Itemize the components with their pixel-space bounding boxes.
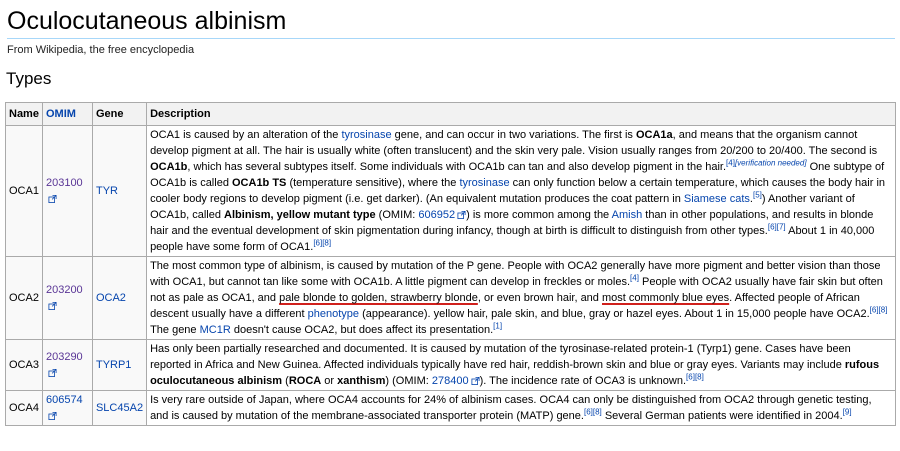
highlighted-text: most commonly blue eyes: [601, 292, 730, 304]
cell-omim[interactable]: [42, 126, 92, 257]
link-amish[interactable]: Amish: [611, 209, 643, 221]
external-link-icon: [48, 412, 57, 420]
types-table: [5, 102, 896, 426]
link-siamese-cats[interactable]: Siamese cats: [683, 193, 750, 205]
citation-link[interactable]: [4]: [726, 158, 735, 168]
header-gene: Gene: [92, 103, 146, 126]
highlighted-text: pale blonde to golden, strawberry blonde: [279, 292, 478, 304]
external-link-icon: [471, 377, 480, 385]
title-divider: [7, 38, 895, 39]
omim-inline-link[interactable]: 278400: [431, 375, 469, 387]
verification-needed-link[interactable]: [verification needed]: [734, 158, 807, 168]
link-tyrosinase[interactable]: tyrosinase: [341, 129, 392, 141]
gene-link[interactable]: OCA2: [95, 292, 126, 304]
external-link-icon: [457, 211, 466, 219]
cell-gene[interactable]: [92, 257, 146, 340]
gene-link[interactable]: TYRP1: [95, 359, 132, 371]
link-phenotype[interactable]: phenotype: [307, 308, 360, 320]
omim-link[interactable]: 203290: [45, 351, 83, 363]
header-description: Description: [147, 103, 896, 126]
external-link-icon: [48, 369, 57, 377]
cell-gene[interactable]: [92, 126, 146, 257]
omim-link[interactable]: 606574: [45, 394, 83, 406]
citation-link[interactable]: [9]: [842, 407, 852, 417]
section-heading-types: Types: [6, 69, 52, 88]
cell-omim[interactable]: [42, 391, 92, 426]
cell-description: The most common type of albinism, is caused by mutation of the P gene. People with OCA2 generally have more pigment and better vision than those with OCA1, but cannot tan like some with OCA1b. A little pigment can develop in freckles or moles.[4] People with OCA2 usually have fair skin but often not as pale as OCA1, and pale blonde to golden, strawberry blonde, or even brown hair, and most commonly blue eyes. Affected people of African descent usually have a different phenotype (appearance). yellow hair, pale skin, and blue, gray or hazel eyes. About 1 in 15,000 people have OCA2.[6][8] The gene MC1R doesn't cause OCA2, but does affect its presentation.[1]: [147, 257, 896, 340]
header-omim-link[interactable]: OMIM: [45, 108, 76, 120]
cell-description: Has only been partially researched and documented. It is caused by mutation of the tyrosinase-related protein-1 (Tyrp1) gene. Cases have been reported in Africa and New Guinea. Affected individuals typically have red hair, reddish-brown skin and blue or gray eyes. Variants may include rufous oculocutaneous albinism (ROCA or xanthism) (OMIM: 278400 ). The incidence rate of OCA3 is unknown.[6][8]: [147, 340, 896, 391]
citation-link[interactable]: [5]: [752, 190, 762, 200]
omim-link[interactable]: 203100: [45, 177, 83, 189]
omim-inline-link[interactable]: 606952: [418, 209, 456, 221]
table-row: [6, 257, 896, 340]
citation-link[interactable]: [1]: [493, 321, 503, 331]
omim-link[interactable]: 203200: [45, 284, 83, 296]
gene-link[interactable]: TYR: [95, 185, 118, 197]
cell-name: OCA1: [6, 126, 43, 257]
citation-link[interactable]: [6][7]: [767, 222, 786, 232]
page-title: Oculocutaneous albinism: [7, 7, 287, 35]
cell-description: OCA1 is caused by an alteration of the tyrosinase gene, and can occur in two variations. The first is OCA1a, and means that the organism cannot develop pigment at all. The hair is usually white (often translucent) and the skin very pale. Vision usually ranges from 20/200 to 20/400. The second is OCA1b, which has several subtypes itself. Some individuals with OCA1b can tan and also develop pigment in the hair.[4][verification needed] One subtype of OCA1b is called OCA1b TS (temperature sensitive), where the tyrosinase can only function below a certain temperature, which causes the body hair in cooler body regions to develop pigment (i.e. get darker). (An equivalent mutation produces the coat pattern in Siamese cats.[5]) Another variant of OCA1b, called Albinism, yellow mutant type (OMIM: 606952 ) is more common among the Amish than in other populations, and results in blonde hair and the eventual development of skin pigmentation during infancy, though at birth is difficult to distinguish from other types.[6][7] About 1 in 40,000 people have some form of OCA1.[6][8]: [147, 126, 896, 257]
citation-link[interactable]: [6][8]: [583, 407, 602, 417]
external-link-icon: [48, 195, 57, 203]
cell-name: OCA4: [6, 391, 43, 426]
site-tagline: From Wikipedia, the free encyclopedia: [7, 44, 195, 56]
link-mc1r[interactable]: MC1R: [199, 324, 231, 336]
citation-link[interactable]: [4]: [630, 273, 639, 283]
citation-link[interactable]: [6][8]: [313, 238, 332, 248]
cell-name: OCA3: [6, 340, 43, 391]
header-name: Name: [6, 103, 43, 126]
table-header-row: [6, 103, 896, 126]
table-row: [6, 126, 896, 257]
table-row: [6, 340, 896, 391]
header-omim[interactable]: [42, 103, 92, 126]
external-link-icon: [48, 302, 57, 310]
citation-link[interactable]: [6][8]: [869, 305, 888, 315]
cell-gene[interactable]: [92, 391, 146, 426]
link-tyrosinase[interactable]: tyrosinase: [459, 177, 510, 189]
cell-name: OCA2: [6, 257, 43, 340]
cell-gene[interactable]: [92, 340, 146, 391]
cell-description: Is very rare outside of Japan, where OCA4 accounts for 24% of albinism cases. OCA4 can only be distinguished from OCA2 through genetic testing, and is caused by mutation of the membrane-associated transporter protein (MATP) gene.[6][8] Several German patients were identified in 2004.[9]: [147, 391, 896, 426]
citation-link[interactable]: [6][8]: [686, 372, 704, 382]
cell-omim[interactable]: [42, 257, 92, 340]
cell-omim[interactable]: [42, 340, 92, 391]
table-row: [6, 391, 896, 426]
gene-link[interactable]: SLC45A2: [95, 402, 144, 414]
